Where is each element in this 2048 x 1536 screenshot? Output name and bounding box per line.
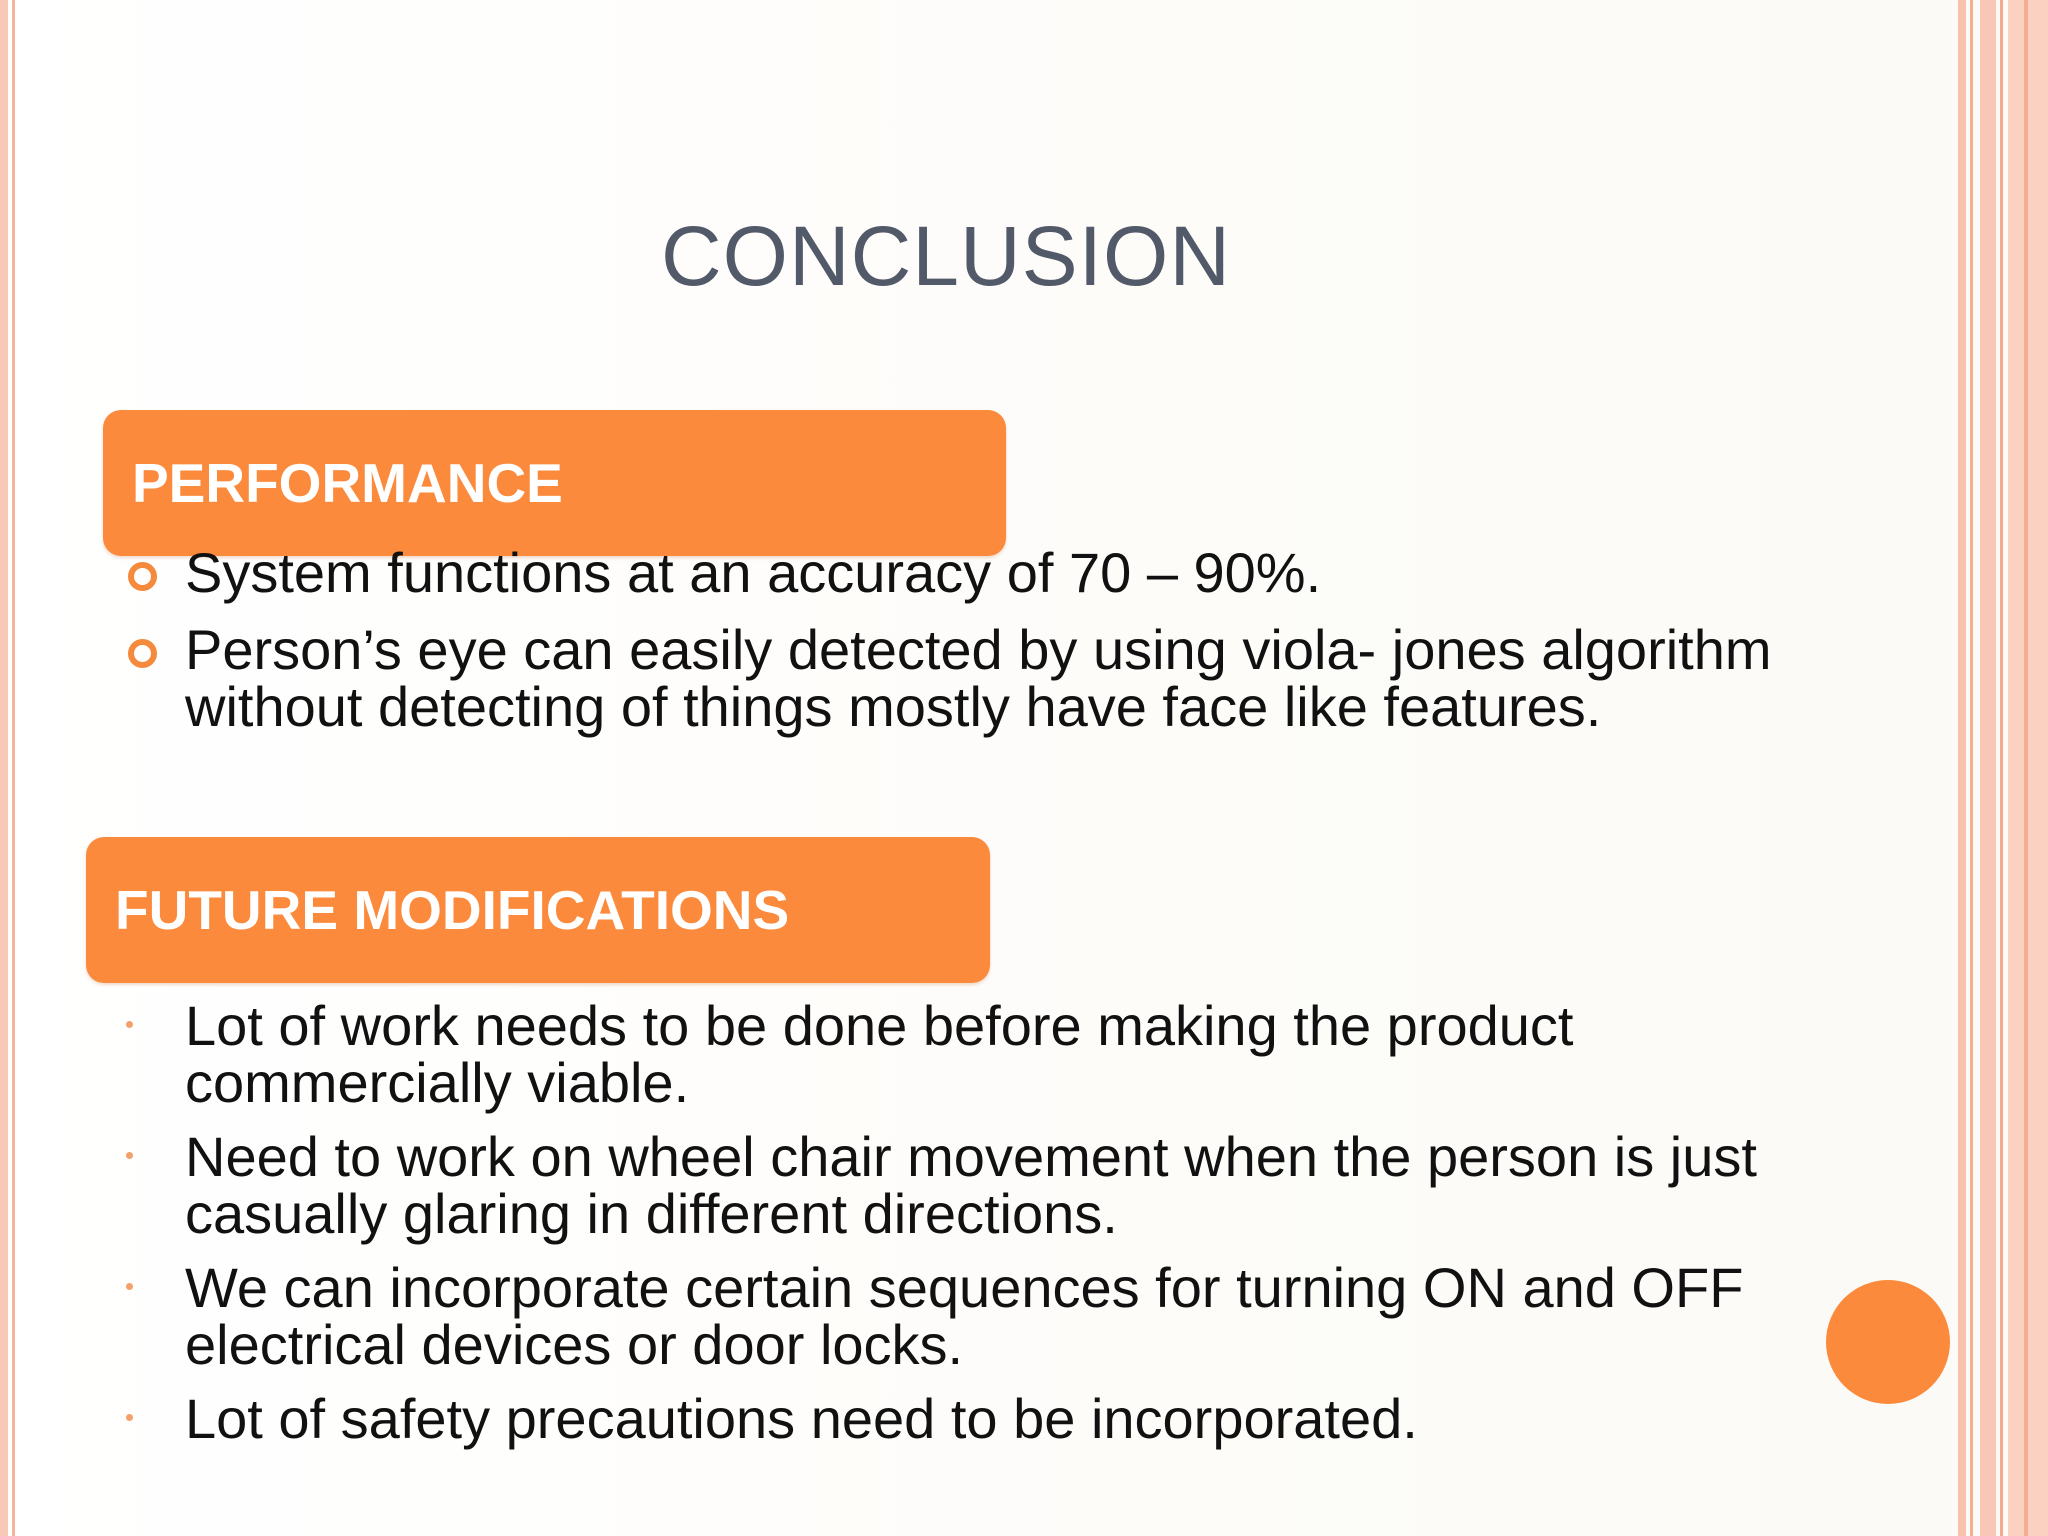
- dot-bullet-icon: [126, 1152, 133, 1159]
- list-item: [0, 994, 1905, 1114]
- ring-bullet-icon: [128, 562, 157, 591]
- dot-bullet-icon: [126, 1414, 133, 1421]
- dot-bullet-icon: [126, 1283, 133, 1290]
- right-border-stripe: [1958, 0, 1966, 1536]
- list-item: [0, 1125, 1905, 1245]
- list-item: [0, 618, 1905, 738]
- bullet-text: System functions at an accuracy of 70 – 90%.: [185, 541, 1322, 604]
- ring-bullet-icon: [128, 639, 157, 668]
- future-bullet-list: [0, 994, 1905, 1464]
- section-heading-label: PERFORMANCE: [132, 452, 563, 514]
- decorative-circle: [1826, 1280, 1950, 1404]
- section-heading-label: FUTURE MODIFICATIONS: [115, 879, 790, 941]
- right-border-stripe: [2008, 0, 2048, 1536]
- bullet-text: Lot of work needs to be done before making the product commercially viable.: [185, 994, 1574, 1114]
- dot-bullet-icon: [126, 1021, 133, 1028]
- right-border-line: [1970, 0, 1973, 1536]
- list-item: [0, 1256, 1905, 1376]
- right-border-stripe: [1980, 0, 1996, 1536]
- list-item: [0, 1387, 1905, 1450]
- right-border-line: [2000, 0, 2003, 1536]
- section-header-future-modifications: [86, 837, 990, 983]
- list-item: [0, 541, 1905, 604]
- right-border-line: [2024, 0, 2028, 1536]
- section-header-performance: [103, 410, 1006, 556]
- bullet-text: Person’s eye can easily detected by using viola- jones algorithm without detecting of things mostly have face like features.: [185, 618, 1772, 738]
- bullet-text: Need to work on wheel chair movement when the person is just casually glaring in different directions.: [185, 1125, 1757, 1245]
- slide-title: CONCLUSION: [660, 209, 1232, 303]
- bullet-text: We can incorporate certain sequences for turning ON and OFF electrical devices or door locks.: [185, 1256, 1744, 1376]
- bullet-text: Lot of safety precautions need to be incorporated.: [185, 1387, 1418, 1450]
- performance-bullet-list: [0, 541, 1905, 755]
